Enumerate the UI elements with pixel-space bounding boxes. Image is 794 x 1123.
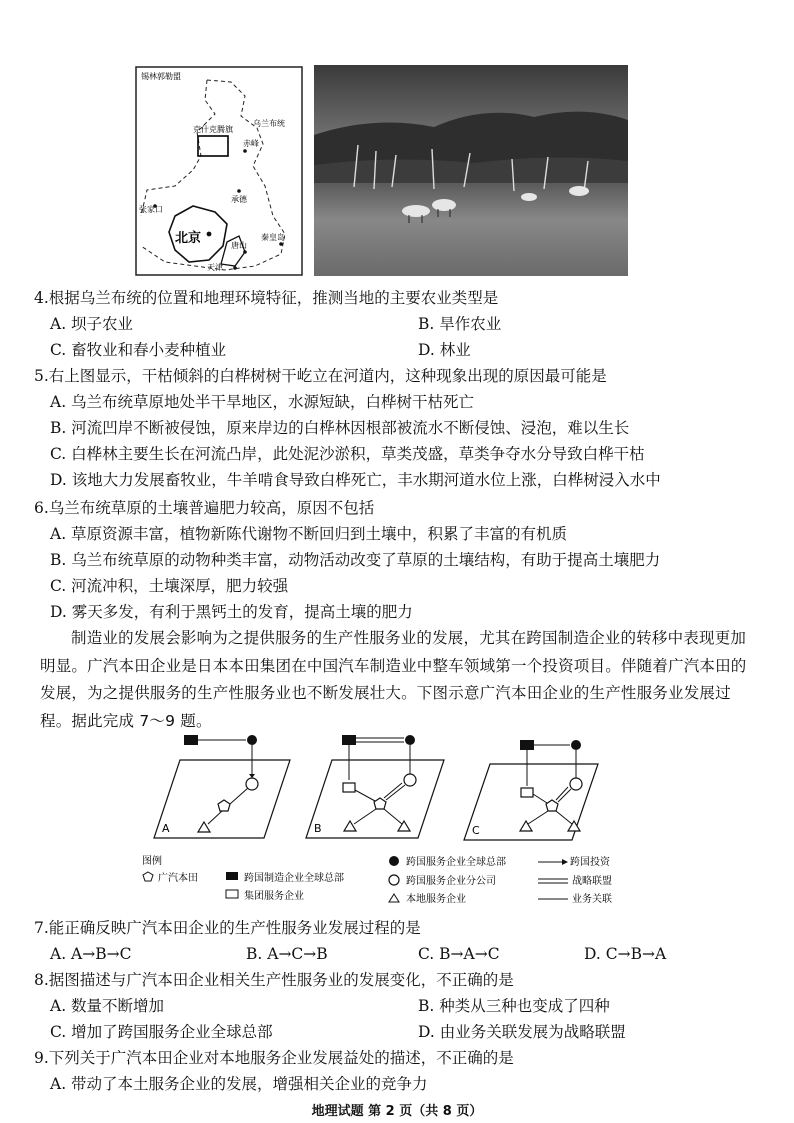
svg-text:跨国服务企业全球总部: 跨国服务企业全球总部	[406, 857, 506, 868]
question-7-stem: 7.能正确反映广汽本田企业的生产性服务业发展过程的是	[34, 919, 421, 937]
svg-text:战略联盟: 战略联盟	[572, 876, 612, 887]
option: D. 由业务关联发展为战略联盟	[418, 1023, 626, 1041]
panel-a	[154, 735, 290, 838]
location-map	[135, 66, 303, 276]
option: A. 草原资源丰富，植物新陈代谢物不断回归到土壤中，积累了丰富的有机质	[50, 525, 568, 543]
map-label: 赤峰	[243, 139, 259, 148]
option: C. B→A→C	[418, 945, 500, 963]
svg-text:跨国投资: 跨国投资	[570, 857, 610, 868]
option: B. 河流凹岸不断被侵蚀，原来岸边的白桦林因根部被流水不断侵蚀、浸泡，难以生长	[50, 419, 630, 437]
svg-text:广汽本田: 广汽本田	[158, 873, 198, 884]
option: A. 乌兰布统草原地处半干旱地区，水源短缺，白桦树干枯死亡	[50, 393, 475, 411]
option: D. C→B→A	[584, 945, 667, 963]
grassland-photo	[314, 65, 628, 276]
option: C. 白桦林主要生长在河流凸岸，此处泥沙淤积，草类茂盛，草类争夺水分导致白桦干枯	[50, 445, 645, 463]
page-footer: 地理试题 第 2 页（共 8 页）	[311, 1104, 483, 1119]
service-diagram	[140, 728, 640, 912]
option: A. 坝子农业	[50, 315, 134, 333]
svg-text:业务关联: 业务关联	[572, 894, 612, 905]
option: D. 该地大力发展畜牧业，牛羊啃食导致白桦死亡，丰水期河道水位上涨，白桦树浸入水中	[50, 471, 661, 489]
svg-text:A: A	[162, 822, 170, 835]
svg-text:B: B	[314, 822, 322, 835]
option: B. 乌兰布统草原的动物种类丰富，动物活动改变了草原的土壤结构，有助于提高土壤肥力	[50, 551, 661, 569]
svg-text:跨国制造企业全球总部: 跨国制造企业全球总部	[244, 873, 344, 884]
option: C. 增加了跨国服务企业全球总部	[50, 1023, 273, 1041]
svg-text:C: C	[472, 824, 480, 837]
panel-c	[464, 740, 598, 840]
map-label: 北京	[175, 231, 202, 246]
map-label: 张家口	[139, 205, 163, 214]
map-label: 锡林郭勒盟	[141, 72, 181, 81]
legend-title: 图例	[142, 856, 162, 867]
option: A. A→B→C	[50, 945, 132, 963]
option: A. 带动了本土服务企业的发展，增强相关企业的竞争力	[50, 1075, 428, 1093]
option: C. 畜牧业和春小麦种植业	[50, 341, 227, 359]
svg-text:集团服务企业: 集团服务企业	[244, 891, 304, 902]
question-5-stem: 5.右上图显示，干枯倾斜的白桦树树干屹立在河道内，这种现象出现的原因最可能是	[34, 367, 607, 385]
map-label: 唐山	[231, 241, 247, 250]
question-9-stem: 9.下列关于广汽本田企业对本地服务企业发展益处的描述，不正确的是	[34, 1049, 514, 1067]
option: A. 数量不断增加	[50, 997, 165, 1015]
option: C. 河流冲积，土壤深厚，肥力较强	[50, 577, 289, 595]
option: D. 雾天多发，有利于黑钙土的发育，提高土壤的肥力	[50, 603, 413, 621]
map-label: 秦皇岛	[261, 233, 285, 242]
question-6-stem: 6.乌兰布统草原的土壤普遍肥力较高，原因不包括	[34, 499, 375, 517]
svg-text:跨国服务企业分公司: 跨国服务企业分公司	[406, 876, 496, 887]
svg-text:本地服务企业: 本地服务企业	[406, 894, 466, 905]
passage: 制造业的发展会影响为之提供服务的生产性服务业的发展，尤其在跨国制造企业的转移中表现更加明显。广汽本田企业是日本本田集团在中国汽车制造业中整车领域第一个投资项目。伴随着广汽本田的发展，为之提供服务的生产性服务业也不断发展壮大。下图示意广汽本田企业的生产性服务业发展过程。据此完成 7～9 题。	[40, 629, 747, 730]
question-8-stem: 8.据图描述与广汽本田企业相关生产性服务业的发展变化，不正确的是	[34, 971, 514, 989]
map-label: 克什克腾旗	[193, 125, 233, 134]
question-4-stem: 4.根据乌兰布统的位置和地理环境特征，推测当地的主要农业类型是	[34, 289, 499, 307]
map-label: 承德	[231, 195, 247, 204]
option: B. 旱作农业	[418, 315, 502, 333]
map-label: 天津	[207, 263, 223, 272]
panel-b	[306, 735, 444, 838]
map-label: 乌兰布统	[253, 119, 285, 128]
option: B. 种类从三种也变成了四种	[418, 997, 610, 1015]
option: D. 林业	[418, 341, 471, 359]
option: B. A→C→B	[246, 945, 328, 963]
